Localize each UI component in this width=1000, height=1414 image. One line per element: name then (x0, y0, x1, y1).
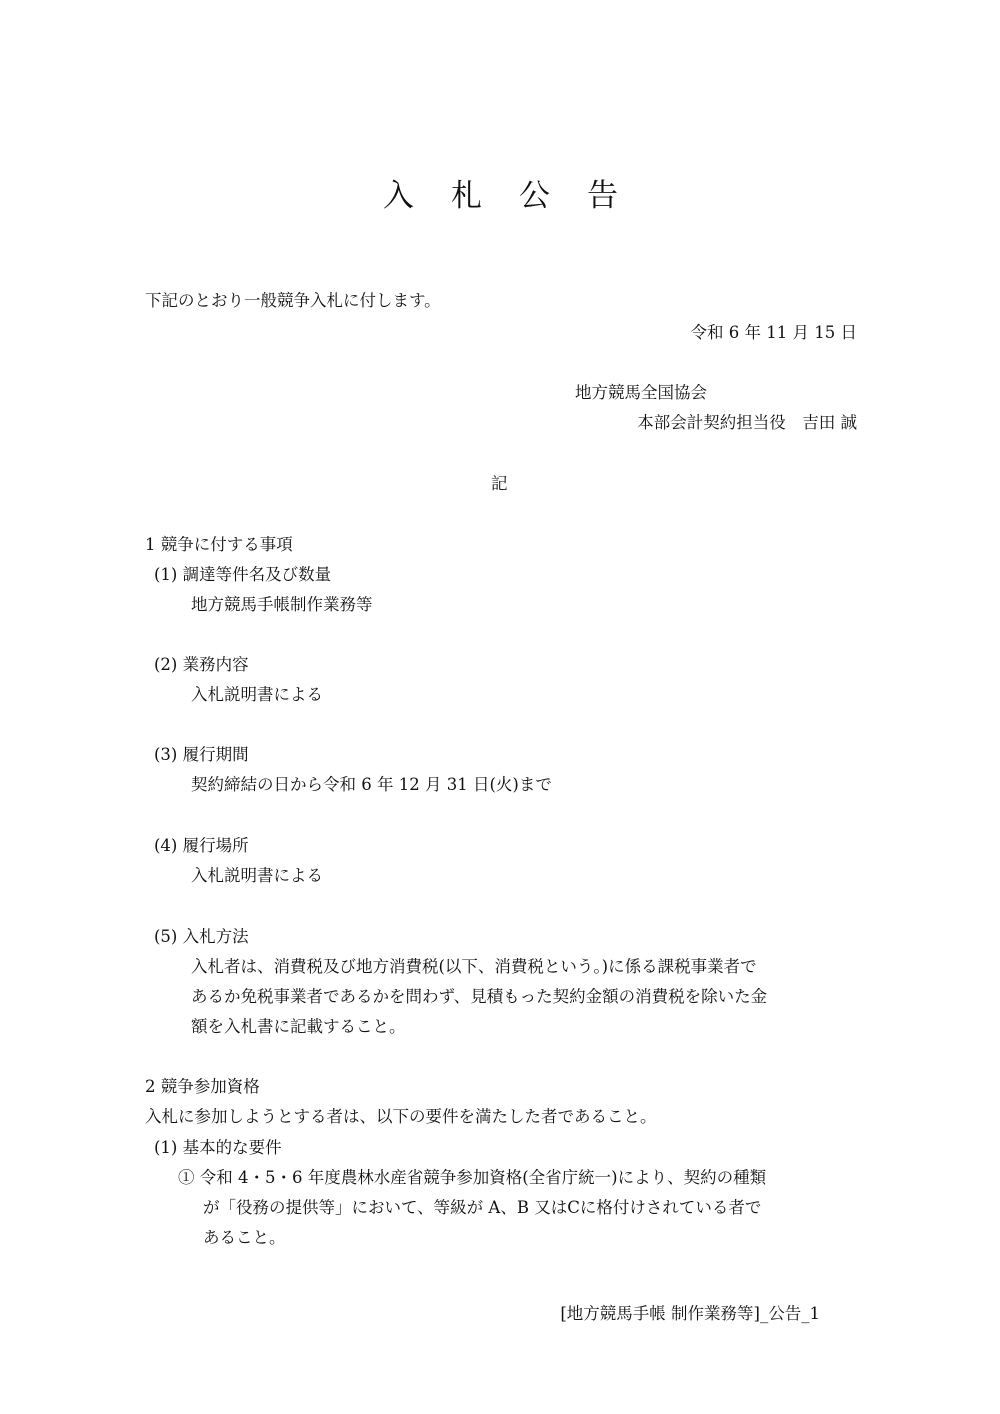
item-label: (5) 入札方法 (154, 927, 249, 946)
section2-heading: 2 競争参加資格 (145, 1077, 260, 1096)
item-label: (4) 履行場所 (154, 836, 249, 855)
title-char: 札 (451, 178, 482, 214)
page-footer: [地方競馬手帳 制作業務等]_公告_1 (560, 1304, 820, 1323)
issuer-org: 地方競馬全国協会 (575, 383, 707, 402)
section1-heading: 1 競争に付する事項 (145, 535, 293, 554)
title-char: 告 (587, 178, 618, 214)
title-char: 入 (383, 178, 414, 214)
title-char: 公 (519, 178, 550, 214)
section2-intro: 入札に参加しようとする者は、以下の要件を満たした者であること。 (145, 1107, 657, 1126)
item-text: あるか免税事業者であるかを問わず、見積もった契約金額の消費税を除いた金 (191, 987, 768, 1006)
intro-text: 下記のとおり一般競争入札に付します。 (145, 291, 441, 310)
issuer-officer: 本部会計契約担当役 吉田 誠 (637, 413, 857, 432)
item-text: が「役務の提供等」において、等級が A、B 又はCに格付けされている者で (203, 1198, 762, 1217)
item-text: 地方競馬手帳制作業務等 (191, 595, 373, 614)
item-label: (1) 調達等件名及び数量 (154, 565, 332, 584)
item-text: 入札者は、消費税及び地方消費税(以下、消費税という。)に係る課税事業者で (191, 957, 757, 976)
item-text: 入札説明書による (191, 866, 323, 885)
ki-heading: 記 (491, 474, 508, 493)
document-title (383, 178, 618, 214)
item-text: あること。 (203, 1228, 286, 1247)
item-label: (1) 基本的な要件 (154, 1138, 282, 1157)
item-text: 契約締結の日から令和 6 年 12 月 31 日(火)まで (191, 775, 552, 794)
issue-date: 令和 6 年 11 月 15 日 (690, 323, 857, 342)
item-text: 額を入札書に記載すること。 (191, 1017, 406, 1036)
item-text: 入札説明書による (191, 685, 323, 704)
item-label: (2) 業務内容 (154, 655, 249, 674)
item-label: (3) 履行期間 (154, 745, 249, 764)
item-text: ① 令和 4・5・6 年度農林水産省競争参加資格(全省庁統一)により、契約の種類 (178, 1168, 767, 1187)
